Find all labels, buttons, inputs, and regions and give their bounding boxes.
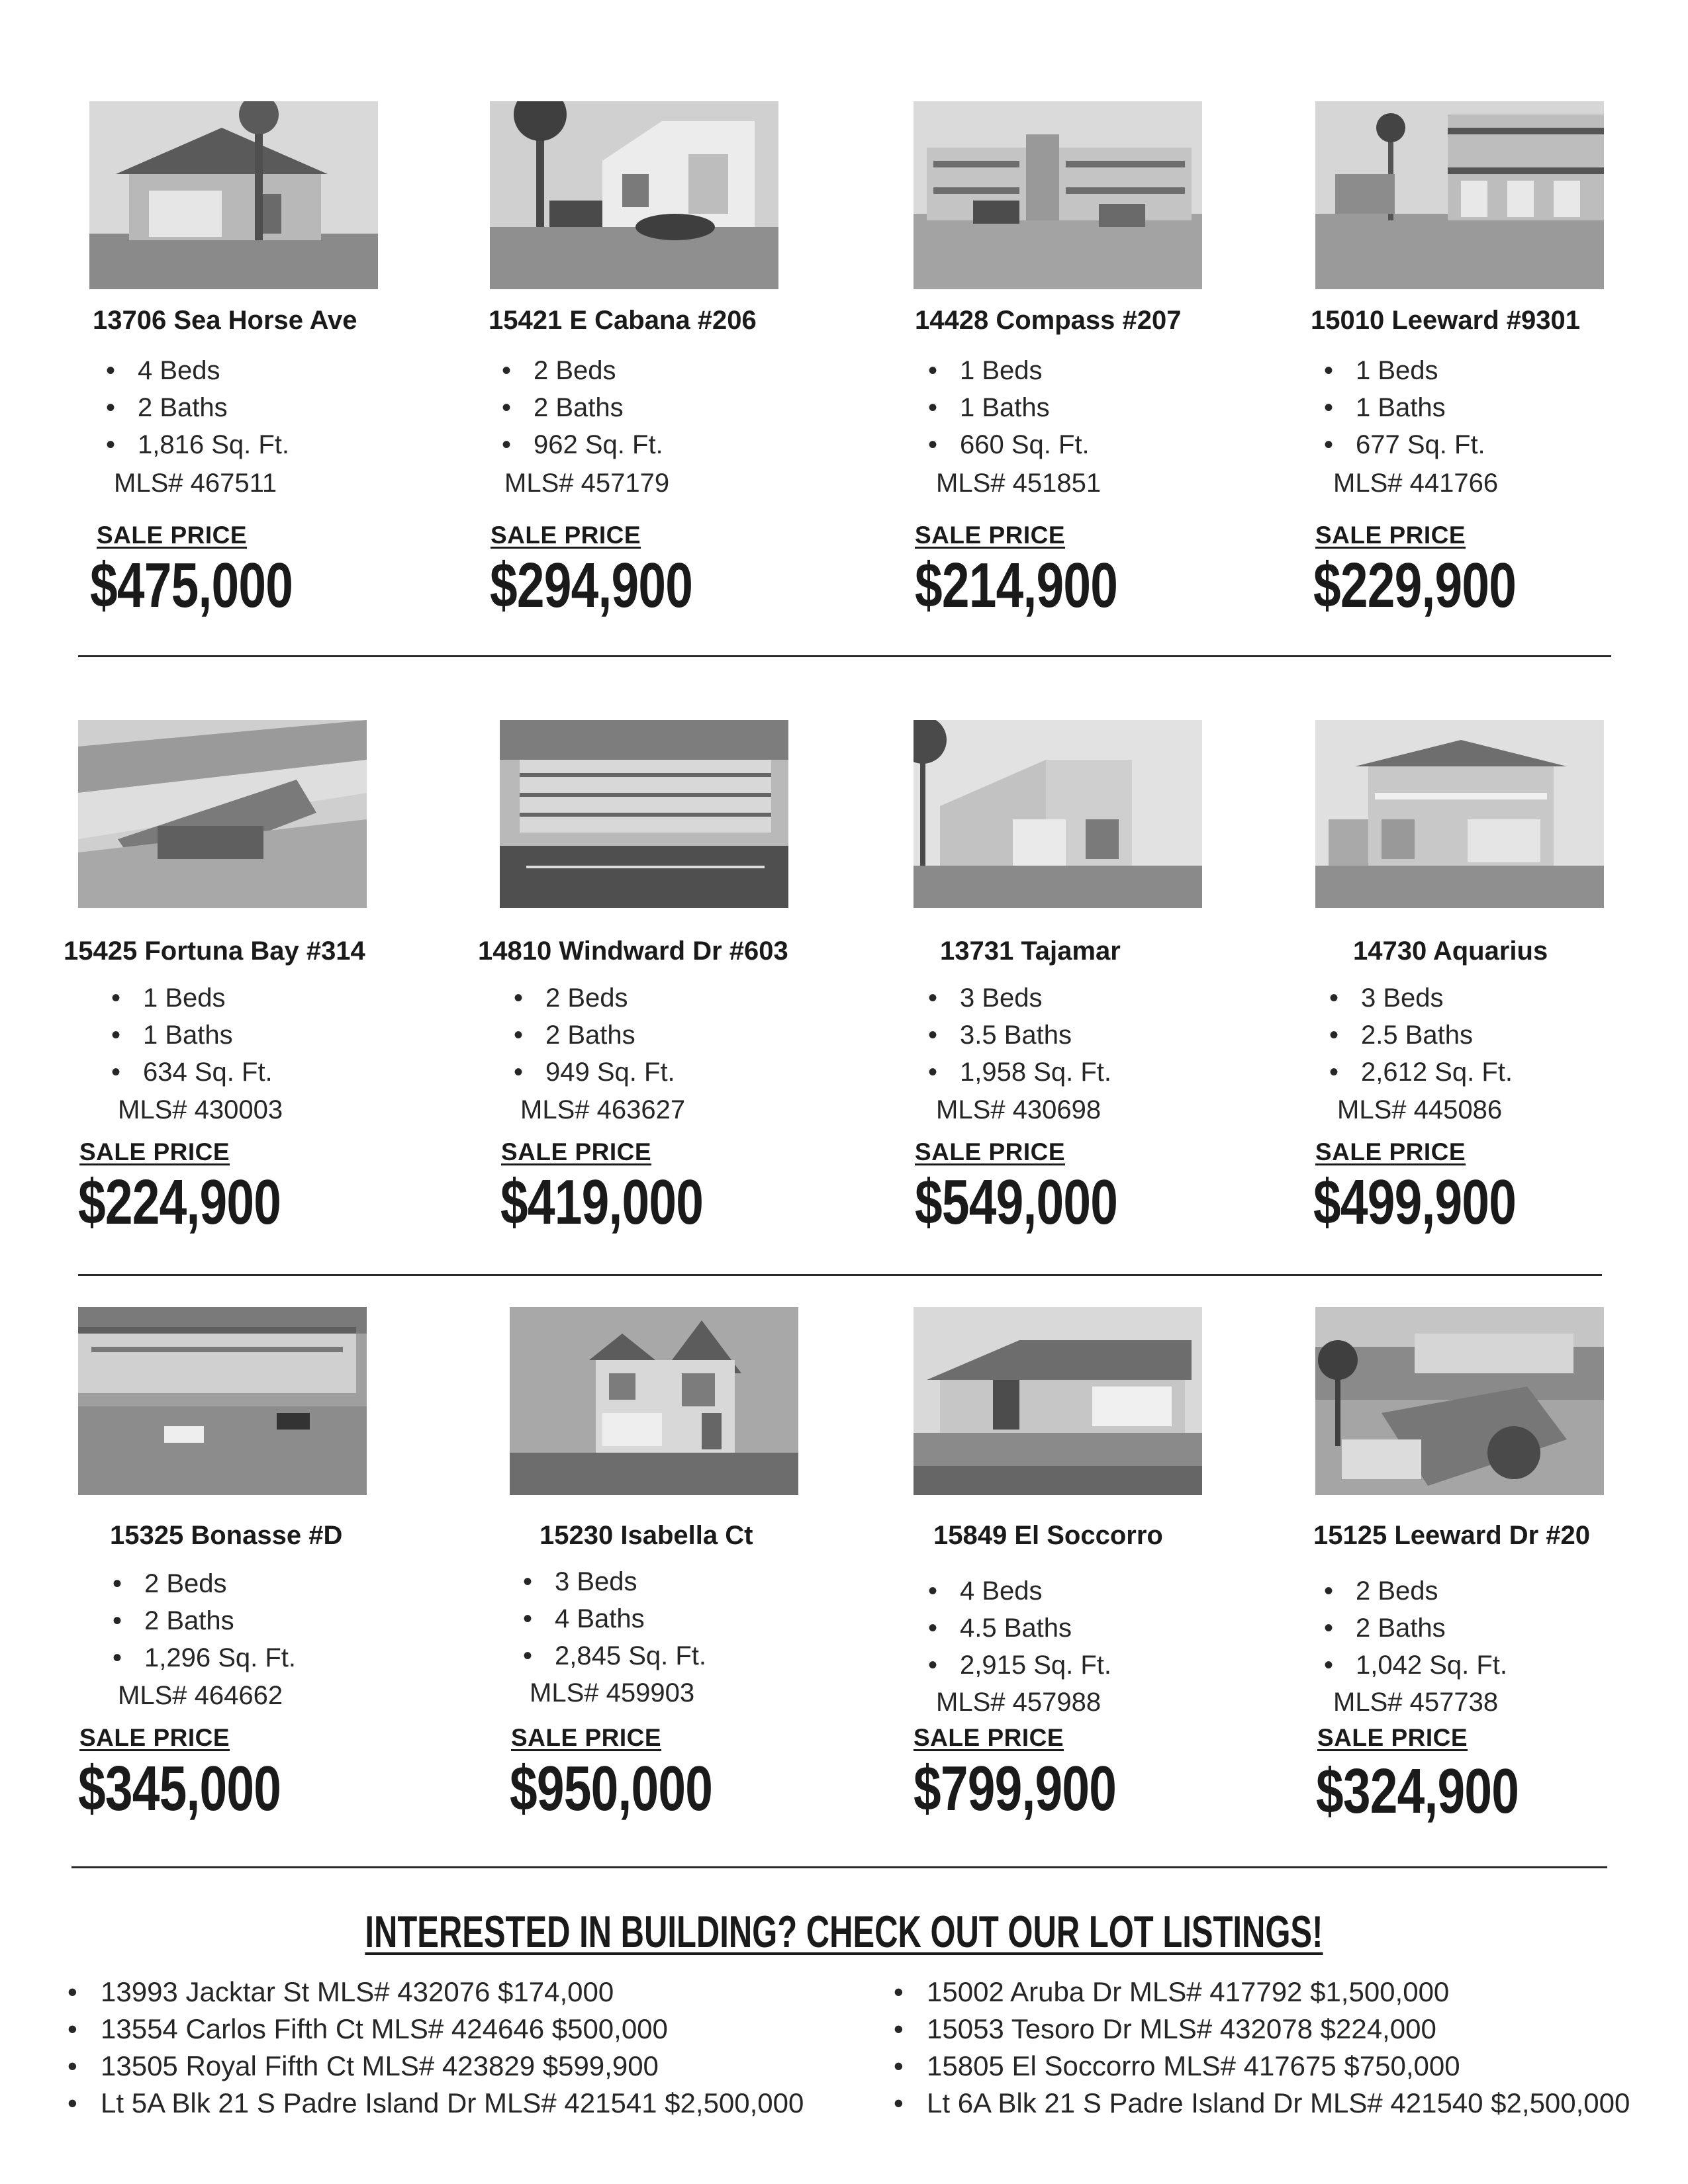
sale-price: $419,000 bbox=[500, 1167, 704, 1238]
baths-count: • 1 Baths bbox=[111, 1017, 273, 1054]
mls-number: MLS# 459903 bbox=[530, 1678, 695, 1707]
beds-count: • 4 Beds bbox=[106, 352, 289, 389]
listing-photo[interactable] bbox=[78, 720, 367, 908]
baths-count: • 2.5 Baths bbox=[1329, 1017, 1513, 1054]
section-divider bbox=[78, 655, 1611, 657]
square-feet: • 949 Sq. Ft. bbox=[514, 1054, 675, 1091]
lot-item: • Lt 6A Blk 21 S Padre Island Dr MLS# 421540 $2,500,000 bbox=[894, 2085, 1630, 2122]
listing-features bbox=[928, 352, 1090, 463]
listing-address: 13706 Sea Horse Ave bbox=[93, 306, 357, 335]
square-feet: • 1,296 Sq. Ft. bbox=[113, 1639, 296, 1676]
sale-price: $224,900 bbox=[78, 1167, 281, 1238]
mls-number: MLS# 451851 bbox=[936, 469, 1102, 498]
square-feet: • 1,958 Sq. Ft. bbox=[928, 1054, 1111, 1091]
listing-features bbox=[928, 979, 1111, 1091]
lot-item: • 13554 Carlos Fifth Ct MLS# 424646 $500,000 bbox=[68, 2011, 804, 2048]
sale-price-label: SALE PRICE bbox=[79, 1138, 230, 1165]
listing-photo[interactable] bbox=[1315, 101, 1604, 289]
beds-count: • 2 Beds bbox=[514, 979, 675, 1017]
listing-photo[interactable] bbox=[78, 1307, 367, 1495]
sale-price-label: SALE PRICE bbox=[79, 1724, 230, 1751]
listing-photo[interactable] bbox=[89, 101, 378, 289]
baths-count: • 1 Baths bbox=[928, 389, 1090, 426]
sale-price: $549,000 bbox=[915, 1167, 1118, 1238]
baths-count: • 4.5 Baths bbox=[928, 1610, 1111, 1647]
mls-number: MLS# 441766 bbox=[1333, 469, 1499, 498]
sale-price-label: SALE PRICE bbox=[1315, 1138, 1466, 1165]
sale-price: $229,900 bbox=[1313, 550, 1517, 621]
beds-count: • 4 Beds bbox=[928, 1572, 1111, 1610]
lot-item: • Lt 5A Blk 21 S Padre Island Dr MLS# 421541 $2,500,000 bbox=[68, 2085, 804, 2122]
listing-address: 15010 Leeward #9301 bbox=[1311, 306, 1580, 335]
beds-count: • 1 Beds bbox=[111, 979, 273, 1017]
section-divider bbox=[78, 1274, 1602, 1276]
listing-address: 15421 E Cabana #206 bbox=[489, 306, 757, 335]
sale-price: $475,000 bbox=[90, 550, 293, 621]
beds-count: • 3 Beds bbox=[1329, 979, 1513, 1017]
beds-count: • 1 Beds bbox=[1324, 352, 1485, 389]
listing-photo[interactable] bbox=[490, 101, 778, 289]
listing-features bbox=[928, 1572, 1111, 1684]
baths-count: • 1 Baths bbox=[1324, 389, 1485, 426]
lot-item: • 13993 Jacktar St MLS# 432076 $174,000 bbox=[68, 1974, 804, 2011]
square-feet: • 660 Sq. Ft. bbox=[928, 426, 1090, 463]
lot-list-right bbox=[894, 1974, 1630, 2122]
square-feet: • 1,816 Sq. Ft. bbox=[106, 426, 289, 463]
beds-count: • 2 Beds bbox=[502, 352, 663, 389]
listing-features bbox=[502, 352, 663, 463]
sale-price: $499,900 bbox=[1313, 1167, 1517, 1238]
square-feet: • 2,915 Sq. Ft. bbox=[928, 1647, 1111, 1684]
listing-features bbox=[111, 979, 273, 1091]
baths-count: • 2 Baths bbox=[106, 389, 289, 426]
baths-count: • 3.5 Baths bbox=[928, 1017, 1111, 1054]
lot-listings-heading bbox=[0, 1906, 1688, 1958]
beds-count: • 3 Beds bbox=[523, 1563, 706, 1600]
square-feet: • 2,845 Sq. Ft. bbox=[523, 1637, 706, 1674]
listing-features bbox=[1324, 352, 1485, 463]
mls-number: MLS# 445086 bbox=[1337, 1095, 1503, 1124]
listing-address: 15230 Isabella Ct bbox=[539, 1521, 753, 1550]
sale-price-label: SALE PRICE bbox=[97, 522, 248, 549]
mls-number: MLS# 457179 bbox=[504, 469, 670, 498]
listing-address: 15125 Leeward Dr #20 bbox=[1313, 1521, 1591, 1550]
lot-item: • 15805 El Soccorro MLS# 417675 $750,000 bbox=[894, 2048, 1630, 2085]
sale-price: $950,000 bbox=[510, 1753, 713, 1824]
square-feet: • 962 Sq. Ft. bbox=[502, 426, 663, 463]
square-feet: • 2,612 Sq. Ft. bbox=[1329, 1054, 1513, 1091]
sale-price-label: SALE PRICE bbox=[491, 522, 641, 549]
baths-count: • 2 Baths bbox=[502, 389, 663, 426]
mls-number: MLS# 430003 bbox=[118, 1095, 283, 1124]
listing-features bbox=[113, 1565, 296, 1676]
listing-address: 15849 El Soccorro bbox=[933, 1521, 1163, 1550]
listing-photo[interactable] bbox=[500, 720, 788, 908]
listing-photo[interactable] bbox=[914, 1307, 1202, 1495]
square-feet: • 677 Sq. Ft. bbox=[1324, 426, 1485, 463]
listing-features bbox=[106, 352, 289, 463]
lot-list-left bbox=[68, 1974, 804, 2122]
mls-number: MLS# 457988 bbox=[936, 1688, 1102, 1717]
listing-photo[interactable] bbox=[914, 101, 1202, 289]
listing-address: 15325 Bonasse #D bbox=[110, 1521, 343, 1550]
listing-features bbox=[1324, 1572, 1507, 1684]
beds-count: • 1 Beds bbox=[928, 352, 1090, 389]
sale-price-label: SALE PRICE bbox=[511, 1724, 662, 1751]
mls-number: MLS# 463627 bbox=[520, 1095, 686, 1124]
listing-address: 13731 Tajamar bbox=[940, 936, 1121, 966]
listing-features bbox=[1329, 979, 1513, 1091]
sale-price: $799,900 bbox=[914, 1753, 1117, 1824]
listing-photo[interactable] bbox=[1315, 1307, 1604, 1495]
listing-photo[interactable] bbox=[914, 720, 1202, 908]
baths-count: • 2 Baths bbox=[514, 1017, 675, 1054]
sale-price-label: SALE PRICE bbox=[915, 1138, 1066, 1165]
sale-price: $324,900 bbox=[1316, 1756, 1519, 1827]
baths-count: • 4 Baths bbox=[523, 1600, 706, 1637]
mls-number: MLS# 457738 bbox=[1333, 1688, 1499, 1717]
listing-photo[interactable] bbox=[510, 1307, 798, 1495]
square-feet: • 1,042 Sq. Ft. bbox=[1324, 1647, 1507, 1684]
listing-address: 14428 Compass #207 bbox=[915, 306, 1182, 335]
mls-number: MLS# 464662 bbox=[118, 1681, 283, 1710]
lot-item: • 15053 Tesoro Dr MLS# 432078 $224,000 bbox=[894, 2011, 1630, 2048]
sale-price-label: SALE PRICE bbox=[1315, 522, 1466, 549]
sale-price-label: SALE PRICE bbox=[915, 522, 1066, 549]
mls-number: MLS# 430698 bbox=[936, 1095, 1102, 1124]
listing-features bbox=[514, 979, 675, 1091]
listing-photo[interactable] bbox=[1315, 720, 1604, 908]
square-feet: • 634 Sq. Ft. bbox=[111, 1054, 273, 1091]
sale-price: $214,900 bbox=[915, 550, 1118, 621]
listing-address: 14810 Windward Dr #603 bbox=[478, 936, 788, 966]
listing-address: 14730 Aquarius bbox=[1353, 936, 1548, 966]
mls-number: MLS# 467511 bbox=[114, 469, 277, 498]
lot-item: • 15002 Aruba Dr MLS# 417792 $1,500,000 bbox=[894, 1974, 1630, 2011]
beds-count: • 3 Beds bbox=[928, 979, 1111, 1017]
lot-item: • 13505 Royal Fifth Ct MLS# 423829 $599,900 bbox=[68, 2048, 804, 2085]
sale-price-label: SALE PRICE bbox=[501, 1138, 652, 1165]
baths-count: • 2 Baths bbox=[1324, 1610, 1507, 1647]
listing-features bbox=[523, 1563, 706, 1674]
sale-price: $294,900 bbox=[490, 550, 693, 621]
baths-count: • 2 Baths bbox=[113, 1602, 296, 1639]
section-divider bbox=[71, 1866, 1607, 1868]
sale-price-label: SALE PRICE bbox=[1317, 1724, 1468, 1751]
beds-count: • 2 Beds bbox=[113, 1565, 296, 1602]
listing-address: 15425 Fortuna Bay #314 bbox=[64, 936, 365, 966]
sale-price-label: SALE PRICE bbox=[914, 1724, 1064, 1751]
beds-count: • 2 Beds bbox=[1324, 1572, 1507, 1610]
lot-listings-title: INTERESTED IN BUILDING? CHECK OUT OUR LOT LISTINGS! bbox=[365, 1907, 1323, 1957]
sale-price: $345,000 bbox=[78, 1753, 281, 1824]
